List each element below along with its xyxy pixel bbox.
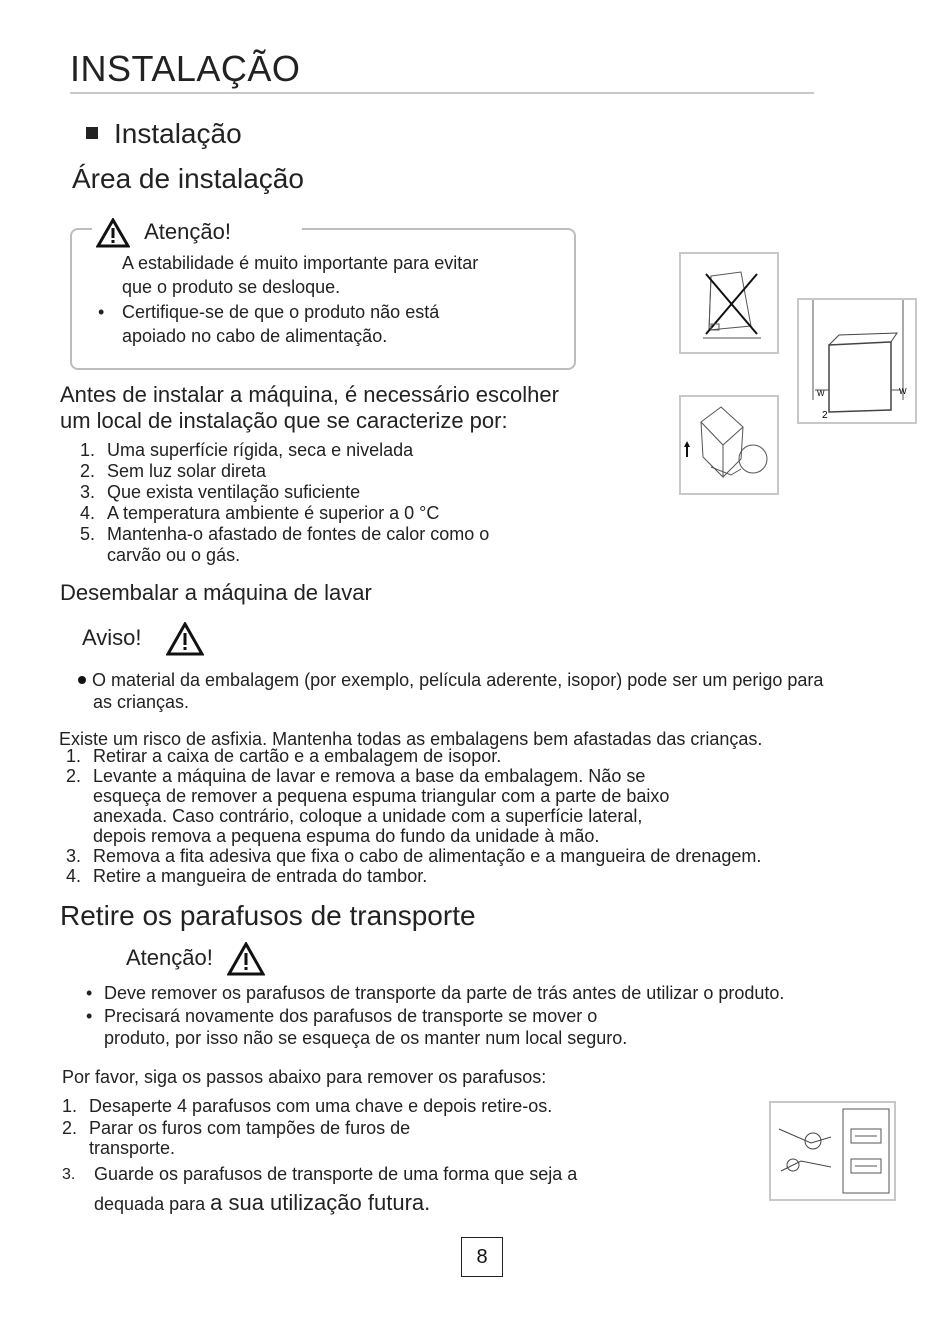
- item-text: esqueça de remover a pequena espuma triangular com a parte de baixo: [93, 786, 670, 806]
- item-text: carvão ou o gás.: [107, 545, 241, 565]
- warning-triangle-icon: [96, 218, 130, 248]
- aviso-heading: [82, 622, 204, 656]
- bolts-intro: Por favor, siga os passos abaixo para remover os parafusos:: [62, 1067, 547, 1087]
- packaging-warning-text: O material da embalagem (por exemplo, película aderente, isopor) pode ser um perigo para: [92, 670, 824, 690]
- aviso-label: Aviso!: [82, 624, 142, 650]
- bolts-bullet-dot-2: •: [86, 1006, 93, 1026]
- item-text: Sem luz solar direta: [107, 461, 267, 481]
- item-text: dequada para: [94, 1194, 211, 1214]
- item-text: Guarde os parafusos de transporte de uma forma que seja a: [94, 1164, 578, 1184]
- item-number: 1.: [62, 1096, 78, 1116]
- intro-line-1: Antes de instalar a máquina, é necessário escolher: [60, 382, 559, 407]
- clearance-label-right: W: [899, 387, 907, 396]
- item-number: 1.: [80, 440, 96, 460]
- dot-bullet-icon: [78, 676, 86, 684]
- page-title: INSTALAÇÃO: [70, 48, 301, 89]
- bolts-title: Retire os parafusos de transporte: [60, 900, 476, 931]
- page-number: 8: [461, 1237, 503, 1277]
- packaging-warning-line-2: as crianças.: [93, 692, 190, 712]
- title-divider: [70, 92, 814, 94]
- figure-clearance: [797, 298, 917, 424]
- item-number: 1.: [66, 746, 82, 766]
- item-number: 3.: [66, 846, 82, 866]
- item-text: transporte.: [89, 1138, 176, 1158]
- asphyxia-note: Existe um risco de asfixia. Mantenha todas as embalagens bem afastadas das crianças.: [59, 729, 763, 749]
- bolts-bullet-2-line-2: produto, por isso não se esqueça de os manter num local seguro.: [104, 1028, 628, 1048]
- item-text: Uma superfície rígida, seca e nivelada: [107, 440, 414, 460]
- warning-triangle-icon: [166, 622, 204, 656]
- item-number: 4.: [80, 503, 96, 523]
- item-text: Retirar a caixa de cartão e a embalagem de isopor.: [93, 746, 502, 766]
- item-text-large: a sua utilização futura.: [210, 1190, 431, 1215]
- item-text: Levante a máquina de lavar e remova a base da embalagem. Não se: [93, 766, 646, 786]
- warning-triangle-icon: [227, 942, 265, 976]
- item-text: Parar os furos com tampões de furos de: [89, 1118, 411, 1138]
- attention-title: Atenção!: [144, 218, 231, 244]
- bolts-bullet-2-line-1: Precisará novamente dos parafusos de transporte se mover o: [104, 1006, 598, 1026]
- attention-bullet-dot: •: [98, 302, 105, 322]
- item-text: Remova a fita adesiva que fixa o cabo de alimentação e a mangueira de drenagem.: [93, 846, 762, 866]
- packaging-warning-line-1: [78, 670, 823, 691]
- item-text: Mantenha-o afastado de fontes de calor como o: [107, 524, 490, 544]
- item-number: 2.: [62, 1118, 78, 1138]
- item-text: Desaperte 4 parafusos com uma chave e depois retire-os.: [89, 1096, 553, 1116]
- subsection-area-title: Área de instalação: [72, 163, 304, 194]
- item-number: 3.: [62, 1166, 76, 1183]
- figure-cross-box: [679, 252, 779, 354]
- attention-bullet-line-2: apoiado no cabo de alimentação.: [122, 326, 388, 346]
- clearance-label-left: W: [817, 389, 825, 398]
- item-number: 2.: [66, 766, 82, 786]
- item-number: 2.: [80, 461, 96, 481]
- unpack-illustration: [681, 397, 777, 493]
- square-bullet-icon: [86, 127, 98, 139]
- item-number: 4.: [66, 866, 82, 886]
- attention-heading: [96, 218, 231, 248]
- item-number: 5.: [80, 524, 96, 544]
- bolts-attention-heading: [126, 942, 265, 976]
- section-title: Instalação: [114, 118, 242, 149]
- bolts-bullet-dot-1: •: [86, 983, 93, 1003]
- figure-unpack: [679, 395, 779, 495]
- attention-line-2: que o produto se desloque.: [122, 277, 341, 297]
- figure-bolts: [769, 1101, 896, 1201]
- section-heading: [86, 118, 242, 150]
- bolt-removal-illustration: [771, 1103, 894, 1199]
- bolts-bullet-1: Deve remover os parafusos de transporte da parte de trás antes de utilizar o produto.: [104, 983, 785, 1003]
- item-text: depois remova a pequena espuma do fundo da unidade à mão.: [93, 826, 600, 846]
- clearance-label-two: 2: [822, 410, 828, 421]
- attention-line-1: A estabilidade é muito importante para evitar: [122, 253, 479, 273]
- item-text: anexada. Caso contrário, coloque a unidade com a superfície lateral,: [93, 806, 643, 826]
- attention-bullet-line-1: Certifique-se de que o produto não está: [122, 302, 440, 322]
- bolts-attention-label: Atenção!: [126, 944, 213, 970]
- no-cable-illustration: [681, 254, 777, 352]
- item-text: Que exista ventilação suficiente: [107, 482, 361, 502]
- unpack-title: Desembalar a máquina de lavar: [60, 580, 372, 605]
- item-text: A temperatura ambiente é superior a 0 °C: [107, 503, 440, 523]
- attention-box: [70, 228, 576, 370]
- item-number: 3.: [80, 482, 96, 502]
- item-text: Retire a mangueira de entrada do tambor.: [93, 866, 428, 886]
- clearance-illustration: [799, 300, 915, 422]
- intro-line-2: um local de instalação que se caracterize por:: [60, 408, 508, 433]
